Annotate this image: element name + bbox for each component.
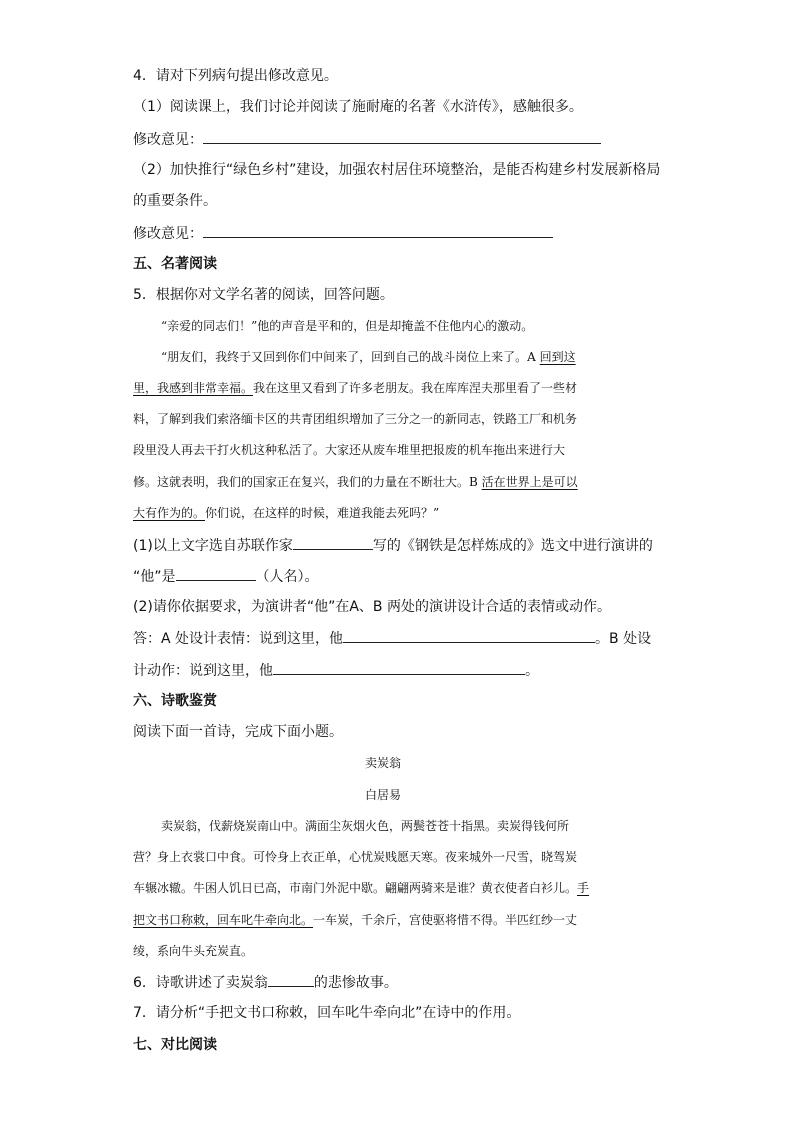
question-text: 的悲惨故事。 xyxy=(313,975,398,991)
q6-blank[interactable] xyxy=(268,972,314,987)
q4-sentence-1: （1）阅读课上，我们讨论并阅读了施耐庵的名著《水浒传》，感触很多。 xyxy=(133,99,583,115)
poem-author: 白居易 xyxy=(364,788,401,802)
q4-advice-2 xyxy=(133,223,553,244)
poem-text: 一车炭，千余斤，宫使驱将惜不得。半匹红纱一丈 xyxy=(313,913,578,927)
q5-2: (2)请你依据要求，为演讲者“他”在A、B 两处的演讲设计合适的表情或动作。 xyxy=(133,599,611,615)
underlined-a-cont: 里，我感到非常幸福。 xyxy=(133,381,254,395)
section-7-heading: 七、对比阅读 xyxy=(133,1037,217,1053)
underlined-poem: 手 xyxy=(577,881,590,895)
expression-blank[interactable] xyxy=(343,628,595,643)
section-6-heading: 六、诗歌鉴赏 xyxy=(133,693,217,709)
answer-text: 答：A 处设计表情：说到这里，他 xyxy=(133,631,344,647)
question-text: （人名）。 xyxy=(255,569,319,585)
poem-intro: 阅读下面一首诗，完成下面小题。 xyxy=(133,724,343,740)
answer-text: 计动作：说到这里，他 xyxy=(133,663,273,679)
q5-1b xyxy=(133,566,319,587)
advice-label: 修改意见： xyxy=(133,132,203,148)
passage-p2c: 料，了解到我们索洛缅卡区的共青团组织增加了三分之一的新同志，铁路工厂和机务 xyxy=(133,412,578,426)
poem-title: 卖炭翁 xyxy=(364,756,401,770)
advice-label: 修改意见： xyxy=(133,226,203,242)
poem-line-1: 卖炭翁，伐薪烧炭南山中。满面尘灰烟火色，两鬓苍苍十指黑。卖炭得钱何所 xyxy=(161,819,570,833)
advice-blank-2[interactable] xyxy=(203,223,553,238)
advice-blank-1[interactable] xyxy=(203,129,601,144)
speaker-blank[interactable] xyxy=(176,566,256,581)
poem-text: 车辗冰辙。牛困人饥日已高，市南门外泥中歇。翩翩两骑来是谁？黄衣使者白衫儿。 xyxy=(133,881,578,895)
underlined-a: 回到这 xyxy=(539,350,576,364)
passage-p2f xyxy=(133,503,439,523)
q4-advice-1 xyxy=(133,129,601,150)
q4-title: 4．请对下列病句提出修改意见。 xyxy=(133,68,338,84)
answer-text: 。 xyxy=(525,663,539,679)
passage-text: “朋友们，我终于又回到你们中间来了，回到自己的战斗岗位上来了。A xyxy=(161,350,540,364)
passage-text: 你们说，在这样的时候，难道我能去死吗？” xyxy=(205,506,440,520)
answer-a xyxy=(133,628,651,649)
passage-p2e xyxy=(133,472,578,492)
question-text: 写的《钢铁是怎样炼成的》选文中进行演讲的 xyxy=(372,538,653,554)
poem-line-4 xyxy=(133,910,577,930)
action-blank[interactable] xyxy=(273,660,525,675)
poem-line-3 xyxy=(133,878,589,898)
question-text: (1)以上文字选自苏联作家 xyxy=(133,538,293,554)
q7: 7．请分析“手把文书口称敕，回车叱牛牵向北”在诗中的作用。 xyxy=(133,1005,521,1021)
underlined-poem-cont: 把文书口称敕，回车叱牛牵向北。 xyxy=(133,913,314,927)
q6 xyxy=(133,972,398,993)
answer-text: 。B 处设 xyxy=(595,631,652,647)
q4-sentence-2a: （2）加快推行“绿色乡村”建设，加强农村居住环境整治，是能否构建乡村发展新格局 xyxy=(133,162,661,178)
underlined-b: 活在世界上是可以 xyxy=(481,475,578,489)
passage-p1: “亲爱的同志们！”他的声音是平和的，但是却掩盖不住他内心的激动。 xyxy=(161,319,534,333)
passage-text: 修。这就表明，我们的国家正在复兴，我们的力量在不断壮大。B xyxy=(133,475,482,489)
passage-text: 我在这里又看到了许多老朋友。我在库库涅夫那里看了一些材 xyxy=(253,381,578,395)
q5-title: 5．根据你对文学名著的阅读，回答问题。 xyxy=(133,287,394,303)
poem-line-2: 营？身上衣裳口中食。可怜身上衣正单，心忧炭贱愿天寒。夜来城外一尺雪，晓驾炭 xyxy=(133,850,578,864)
passage-p2b xyxy=(133,378,577,398)
question-text: 6．诗歌讲述了卖炭翁 xyxy=(133,975,268,991)
passage-p2d: 段里没人再去干打火机这种私活了。大家还从废车堆里把报废的机车拖出来进行大 xyxy=(133,443,566,457)
poem-line-5: 绫，系向牛头充炭直。 xyxy=(133,944,254,958)
question-text: “他”是 xyxy=(133,569,176,585)
section-5-heading: 五、名著阅读 xyxy=(133,256,217,272)
q5-1a xyxy=(133,535,653,556)
author-blank[interactable] xyxy=(293,535,373,550)
passage-p2a xyxy=(161,347,576,367)
underlined-b-cont: 大有作为的。 xyxy=(133,506,206,520)
q4-sentence-2b: 的重要条件。 xyxy=(133,193,217,209)
answer-b xyxy=(133,660,539,681)
